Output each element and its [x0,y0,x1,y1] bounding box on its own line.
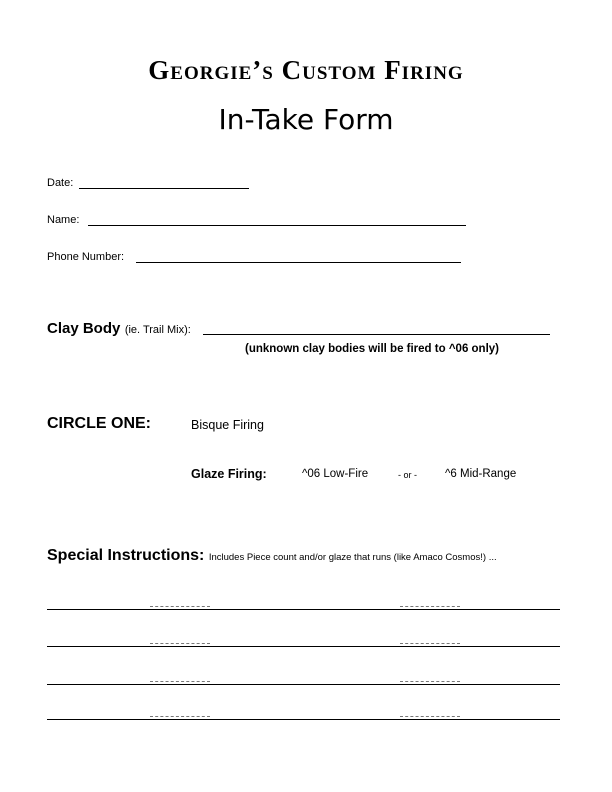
clay-body-example: (ie. Trail Mix): [124,324,191,336]
phone-label: Phone Number: [47,251,125,263]
circle-one-heading: CIRCLE ONE: [47,415,151,432]
line-dash-mark [150,643,210,644]
line-dash-mark [400,681,460,682]
form-title: Georgie’s Custom Firing [148,55,464,85]
glaze-firing-label: Glaze Firing: [191,467,267,481]
name-label: Name: [47,214,80,226]
special-instructions-hint: Includes Piece count and/or glaze that runs (like Amaco Cosmos!) ... [208,552,497,563]
clay-body-label: Clay Body [47,320,121,337]
line-dash-mark [400,606,460,607]
line-dash-mark [400,643,460,644]
clay-body-row [47,320,191,338]
clay-body-field[interactable] [203,334,550,335]
mid-range-option[interactable]: ^6 Mid-Range [445,468,517,480]
instruction-line[interactable] [47,646,560,647]
line-dash-mark [400,716,460,717]
instruction-line[interactable] [47,684,560,685]
or-separator: - or - [398,470,417,480]
date-label: Date: [47,177,74,189]
line-dash-mark [150,716,210,717]
date-field[interactable] [79,188,249,189]
low-fire-option[interactable]: ^06 Low-Fire [302,468,369,480]
special-instructions-row [47,547,497,565]
line-dash-mark [150,681,210,682]
bisque-firing-option[interactable]: Bisque Firing [191,418,264,432]
form-subtitle: In-Take Form [218,103,394,136]
special-instructions-heading: Special Instructions: [47,547,205,564]
clay-body-note: (unknown clay bodies will be fired to ^06 only) [245,343,499,355]
name-field[interactable] [88,225,466,226]
instruction-line[interactable] [47,719,560,720]
instruction-line[interactable] [47,609,560,610]
line-dash-mark [150,606,210,607]
phone-field[interactable] [136,262,461,263]
